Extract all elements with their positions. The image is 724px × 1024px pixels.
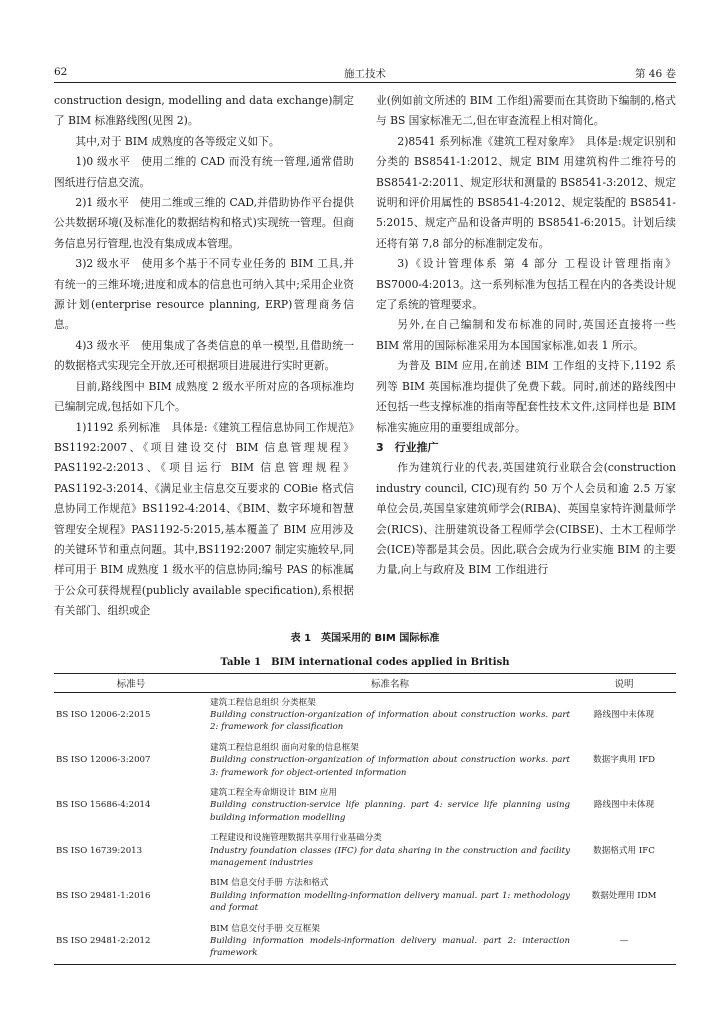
table-row xyxy=(54,828,676,873)
header-rule xyxy=(54,82,676,83)
standard-name xyxy=(208,738,572,783)
standard-code: BS ISO 16739:2013 xyxy=(56,845,143,856)
standard-name-en: Building construction-service life planning. part 4: service life planning using building information modelling xyxy=(210,800,570,823)
standard-name-en: Building construction-organization of information about construction works. part 2: framework for classification xyxy=(210,709,570,733)
standard-note: 数据字典用 IFD xyxy=(593,755,655,766)
standard-note: 路线图中未体现 xyxy=(593,709,655,720)
standard-name-en: Building information modelling-information delivery manual. part 1: methodology and format xyxy=(210,890,570,914)
page-number: 62 xyxy=(54,66,68,78)
standard-note: 路线图中未体现 xyxy=(593,800,655,811)
standard-name-zh: 建筑工程信息组织 面向对象的信息框架 xyxy=(210,742,359,753)
table-body xyxy=(54,692,676,964)
standard-note: 数据格式用 IFC xyxy=(593,845,655,856)
standard-note: 数据处理用 IDM xyxy=(591,890,657,901)
standard-name-zh: 建筑工程信息组织 分类框架 xyxy=(210,697,316,708)
paragraph: 1)1192 系列标准 具体是:《建筑工程信息协同工作规范》BS1192:2007、《项目建设交付 BIM 信息管理规程》PAS1192-2:2013、《项目运行 BIM 信息管理规程》PAS1192-3:2014、《满足业主信息交互要求的 COBie 格式信息协同工作规范》BS1192-4:2014、《BIM、数字环境和智慧管理安全规程》PAS1192-5:2015,基本覆盖了 BIM 应用涉及的关键环节和重点问题。其中,BS1192:2007 制定实施较早,同样可用于 BIM 成熟度 1 级水平的信息协同;编号 PAS 的标准属于公众可获得规程(publicly available specification),系根据有关部门、组织或企 xyxy=(54,420,354,618)
paragraph: 2)1 级水平 使用二维或三维的 CAD,并借助协作平台提供公共数据环境(及标准化的数据结构和格式)实现统一管理。但商务信息另行管理,也没有集成成本管理。 xyxy=(54,196,354,250)
standard-name xyxy=(208,692,572,738)
volume-label: 第 46 卷 xyxy=(634,68,676,80)
paragraph: 2)8541 系列标准《建筑工程对象库》 具体是:规定识别和分类的 BS8541-1:2012、规定 BIM 用建筑构件二维符号的 BS8541-2:2011、规定形状和测量的 BS8541-3:2012、规定说明和评价用属性的 BS8541-4:2012、规定装配的 BS8541-5:2015、规定产品和设备声明的 BS8541-6:2015。计划后续还将有第 7,8 部分的标准制定发布。 xyxy=(376,134,676,250)
section-heading xyxy=(376,438,676,458)
table-caption-zh: 表 1 英国采用的 BIM 国际标准 xyxy=(290,632,440,644)
standard-name-zh: 建筑工程全寿命期设计 BIM 应用 xyxy=(210,788,338,798)
section-paragraph: 作为建筑行业的代表,英国建筑行业联合会(construction industry council, CIC)现有约 50 万个人会员和逾 2.5 万家单位会员,英国皇家建筑师学会(RIBA)、英国皇家特许测量师学会(RICS)、注册建筑设备工程师学会(CIBSE)、土木工程师学会(ICE)等都是其会员。因此,联合会成为行业实施 BIM 的主要力量,向上与政府及 BIM 工作组进行 xyxy=(376,461,676,577)
paragraph: 3)2 级水平 使用多个基于不同专业任务的 BIM 工具,并有统一的三维环境;进度和成本的信息也可纳入其中;采用企业资源计划(enterprise resource planning, ERP)管理商务信息。 xyxy=(54,257,354,332)
paragraph: 其中,对于 BIM 成熟度的各等级定义如下。 xyxy=(75,134,280,148)
table-row xyxy=(54,873,676,918)
section-title: 行业推广 xyxy=(394,440,439,454)
standard-code: BS ISO 29481-1:2016 xyxy=(56,890,151,901)
paragraph: 业(例如前文所述的 BIM 工作组)需要而在其资助下编制的,格式与 BS 国家标准无二,但在审查流程上相对简化。 xyxy=(376,94,676,128)
standard-name-zh: BIM 信息交付手册 方法和格式 xyxy=(210,878,329,889)
standard-name-en: Building information models-information delivery manual. part 2: interaction framework xyxy=(210,936,570,959)
standard-name xyxy=(208,873,572,918)
right-column-paragraphs xyxy=(376,91,676,438)
body-columns xyxy=(54,91,676,622)
paragraph: construction design, modelling and data exchange)制定了 BIM 标准路线图(见图 2)。 xyxy=(54,94,354,128)
header-note: 说明 xyxy=(572,673,676,692)
table-row xyxy=(54,783,676,828)
left-column xyxy=(54,91,354,622)
table-header-row xyxy=(54,673,676,692)
header-name: 标准名称 xyxy=(208,673,572,692)
page xyxy=(54,62,676,965)
paragraph: 目前,路线图中 BIM 成熟度 2 级水平所对应的各项标准均已编制完成,包括如下几个。 xyxy=(54,379,354,414)
standard-code: BS ISO 29481-2:2012 xyxy=(56,936,151,947)
standard-name-en: Industry foundation classes (IFC) for data sharing in the construction and facility management industries xyxy=(210,845,570,869)
table-row xyxy=(54,692,676,738)
standard-name-zh: BIM 信息交付手册 交互框架 xyxy=(210,923,320,934)
standard-name xyxy=(208,828,572,873)
standard-note: — xyxy=(619,936,629,947)
paragraph: 4)3 级水平 使用集成了各类信息的单一模型,且借助统一的数据格式实现完全开放,还可根据项目进展进行实时更新。 xyxy=(54,338,354,373)
standard-code: BS ISO 15686-4:2014 xyxy=(56,800,151,811)
section-number: 3 xyxy=(376,440,384,454)
journal-title: 施工技术 xyxy=(344,68,386,80)
running-header xyxy=(54,62,676,80)
right-column xyxy=(376,91,676,622)
table-row xyxy=(54,738,676,783)
standard-name-zh: 工程建设和设施管理数据共享用行业基础分类 xyxy=(210,833,382,844)
standard-code: BS ISO 12006-2:2015 xyxy=(56,709,151,720)
standard-name xyxy=(208,783,572,828)
paragraph: 1)0 级水平 使用二维的 CAD 而没有统一管理,通常借助图纸进行信息交流。 xyxy=(54,155,354,189)
table-row xyxy=(54,919,676,965)
header-code: 标准号 xyxy=(54,673,208,692)
standard-name xyxy=(208,919,572,965)
standard-code: BS ISO 12006-3:2007 xyxy=(56,755,151,766)
standards-table xyxy=(54,673,676,965)
paragraph: 3)《设计管理体系 第 4 部分 工程设计管理指南》BS7000-4:2013。这一系列标准为包括工程在内的各类设计规定了系统的管理要求。 xyxy=(376,257,676,312)
paragraph: 为普及 BIM 应用,在前述 BIM 工作组的支持下,1192 系列等 BIM 英国标准均提供了免费下载。同时,前述的路线图中还包括一些支撑标准的指南等配套性技术文件,这同样也是 BIM 标准实施应用的重要组成部分。 xyxy=(376,359,676,434)
table-caption-en: Table 1 BIM international codes applied in British xyxy=(220,656,510,668)
paragraph: 另外,在自己编制和发布标准的同时,英国还直接将一些 BIM 常用的国际标准采用为本国国家标准,如表 1 所示。 xyxy=(376,318,676,352)
standard-name-en: Building construction-organization of information about construction works. part 3: framework for object-oriented information xyxy=(210,755,570,778)
